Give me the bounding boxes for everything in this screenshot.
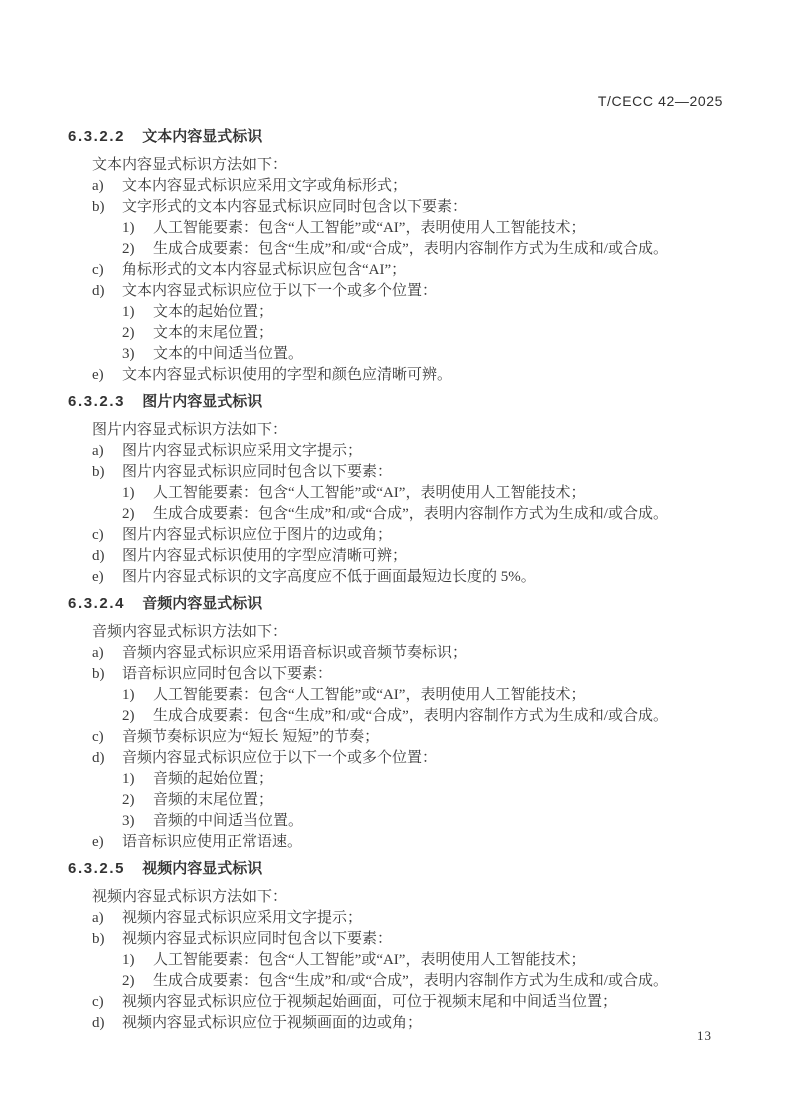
- sub-list-item-text: 生成合成要素：包含“生成”和/或“合成”，表明内容制作方式为生成和/或合成。: [153, 708, 668, 724]
- sub-list-item-text: 生成合成要素：包含“生成”和/或“合成”，表明内容制作方式为生成和/或合成。: [153, 973, 668, 989]
- list-item: [68, 929, 726, 992]
- sub-list-item: [122, 239, 726, 260]
- list-item-label: c): [92, 729, 104, 745]
- sub-list-item-label: 1): [122, 304, 135, 320]
- section-intro: 文本内容显式标识方法如下：: [92, 157, 288, 173]
- sub-list-item-text: 人工智能要素：包含“人工智能”或“AI”，表明使用人工智能技术；: [153, 687, 586, 703]
- list-item-label: a): [92, 645, 104, 661]
- section-number: 6.3.2.5: [68, 860, 126, 877]
- section-heading: [68, 593, 726, 614]
- list-item-text: 文本内容显式标识应采用文字或角标形式；: [122, 178, 408, 194]
- running-header: [68, 91, 723, 112]
- list-item: [68, 992, 726, 1013]
- list-item: [68, 441, 726, 462]
- section-item-list: [68, 441, 726, 588]
- sub-item-list: [122, 950, 726, 992]
- list-item: [68, 727, 726, 748]
- list-item: [68, 748, 726, 832]
- list-item-text: 文字形式的文本内容显式标识应同时包含以下要素：: [122, 199, 468, 215]
- list-item-text: 文本内容显式标识使用的字型和颜色应清晰可辨。: [122, 367, 453, 383]
- page-number: 13: [697, 1028, 712, 1043]
- sub-list-item-label: 2): [122, 325, 135, 341]
- sub-list-item: [122, 302, 726, 323]
- list-item: [68, 546, 726, 567]
- sub-list-item-label: 3): [122, 346, 135, 362]
- section-heading: [68, 858, 726, 879]
- list-item: [68, 525, 726, 546]
- sub-list-item-text: 文本的中间适当位置。: [153, 346, 304, 362]
- list-item-label: e): [92, 834, 104, 850]
- sub-list-item-text: 生成合成要素：包含“生成”和/或“合成”，表明内容制作方式为生成和/或合成。: [153, 241, 668, 257]
- list-item-text: 图片内容显式标识应同时包含以下要素：: [122, 464, 393, 480]
- sub-item-list: [122, 685, 726, 727]
- sub-list-item-label: 2): [122, 973, 135, 989]
- standard-number: T/CECC 42—2025: [597, 93, 723, 109]
- sub-list-item: [122, 685, 726, 706]
- list-item-label: b): [92, 666, 105, 682]
- list-item-label: b): [92, 199, 105, 215]
- list-item: [68, 567, 726, 588]
- sub-item-list: [122, 769, 726, 832]
- list-item-text: 视频内容显式标识应位于视频起始画面，可位于视频末尾和中间适当位置；: [122, 994, 618, 1010]
- sub-list-item: [122, 483, 726, 504]
- section-number: 6.3.2.4: [68, 595, 126, 612]
- section-title: 图片内容显式标识: [142, 393, 263, 410]
- sub-list-item-text: 人工智能要素：包含“人工智能”或“AI”，表明使用人工智能技术；: [153, 952, 586, 968]
- list-item-label: c): [92, 262, 104, 278]
- sub-list-item-text: 音频的起始位置；: [153, 771, 274, 787]
- sub-list-item-text: 生成合成要素：包含“生成”和/或“合成”，表明内容制作方式为生成和/或合成。: [153, 506, 668, 522]
- sub-list-item-label: 3): [122, 813, 135, 829]
- list-item-text: 视频内容显式标识应位于视频画面的边或角；: [122, 1015, 423, 1031]
- sub-list-item-label: 1): [122, 687, 135, 703]
- list-item-text: 文本内容显式标识应位于以下一个或多个位置：: [122, 283, 438, 299]
- list-item: [68, 1013, 726, 1034]
- list-item-label: a): [92, 443, 104, 459]
- sub-list-item: [122, 323, 726, 344]
- list-item-label: a): [92, 178, 104, 194]
- section-title: 音频内容显式标识: [142, 595, 263, 612]
- sub-item-list: [122, 483, 726, 525]
- section-intro: 音频内容显式标识方法如下：: [92, 624, 288, 640]
- list-item-text: 语音标识应使用正常语速。: [122, 834, 303, 850]
- list-item-text: 音频内容显式标识应采用语音标识或音频节奏标识；: [122, 645, 468, 661]
- list-item-text: 语音标识应同时包含以下要素：: [122, 666, 333, 682]
- section-item-list: [68, 176, 726, 386]
- section-intro: 图片内容显式标识方法如下：: [92, 422, 288, 438]
- sub-list-item: [122, 344, 726, 365]
- list-item-label: d): [92, 548, 105, 564]
- list-item: [68, 664, 726, 727]
- list-item-text: 视频内容显式标识应同时包含以下要素：: [122, 931, 393, 947]
- list-item-label: c): [92, 527, 104, 543]
- sub-list-item: [122, 790, 726, 811]
- list-item-label: c): [92, 994, 104, 1010]
- list-item-label: d): [92, 750, 105, 766]
- list-item: [68, 260, 726, 281]
- sub-list-item-text: 音频的末尾位置；: [153, 792, 274, 808]
- list-item-label: e): [92, 367, 104, 383]
- section-number: 6.3.2.3: [68, 393, 126, 410]
- list-item: [68, 176, 726, 197]
- section: [68, 126, 726, 386]
- list-item: [68, 643, 726, 664]
- section-item-list: [68, 908, 726, 1034]
- list-item: [68, 197, 726, 260]
- list-item-label: a): [92, 910, 104, 926]
- sub-list-item: [122, 950, 726, 971]
- list-item-label: b): [92, 464, 105, 480]
- list-item: [68, 462, 726, 525]
- sub-list-item-label: 2): [122, 241, 135, 257]
- sub-list-item-label: 2): [122, 708, 135, 724]
- list-item-text: 图片内容显式标识使用的字型应清晰可辨；: [122, 548, 408, 564]
- sub-list-item: [122, 706, 726, 727]
- list-item-label: d): [92, 283, 105, 299]
- section: [68, 593, 726, 853]
- sub-list-item: [122, 971, 726, 992]
- list-item-text: 视频内容显式标识应采用文字提示；: [122, 910, 363, 926]
- section-item-list: [68, 643, 726, 853]
- sub-list-item-text: 文本的起始位置；: [153, 304, 274, 320]
- list-item-text: 图片内容显式标识的文字高度应不低于画面最短边长度的 5%。: [122, 569, 536, 585]
- sub-list-item-label: 1): [122, 952, 135, 968]
- sub-list-item-label: 1): [122, 771, 135, 787]
- list-item: [68, 908, 726, 929]
- sub-list-item-label: 1): [122, 220, 135, 236]
- list-item-text: 图片内容显式标识应位于图片的边或角；: [122, 527, 393, 543]
- section-heading: [68, 126, 726, 147]
- section-title: 文本内容显式标识: [142, 128, 263, 145]
- list-item: [68, 281, 726, 365]
- sub-list-item-text: 音频的中间适当位置。: [153, 813, 304, 829]
- section: [68, 858, 726, 1034]
- sub-item-list: [122, 302, 726, 365]
- sub-item-list: [122, 218, 726, 260]
- list-item-label: d): [92, 1015, 105, 1031]
- sub-list-item-label: 2): [122, 792, 135, 808]
- list-item-text: 音频内容显式标识应位于以下一个或多个位置：: [122, 750, 438, 766]
- sub-list-item-label: 1): [122, 485, 135, 501]
- sub-list-item: [122, 218, 726, 239]
- sub-list-item: [122, 504, 726, 525]
- list-item: [68, 365, 726, 386]
- document-body: [68, 126, 726, 1034]
- section-title: 视频内容显式标识: [142, 860, 263, 877]
- section: [68, 391, 726, 588]
- sub-list-item-text: 文本的末尾位置；: [153, 325, 274, 341]
- sub-list-item: [122, 811, 726, 832]
- list-item-text: 音频节奏标识应为“短长 短短”的节奏；: [122, 729, 380, 745]
- list-item: [68, 832, 726, 853]
- sub-list-item: [122, 769, 726, 790]
- section-number: 6.3.2.2: [68, 128, 126, 145]
- list-item-label: e): [92, 569, 104, 585]
- list-item-text: 图片内容显式标识应采用文字提示；: [122, 443, 363, 459]
- sub-list-item-text: 人工智能要素：包含“人工智能”或“AI”，表明使用人工智能技术；: [153, 485, 586, 501]
- section-heading: [68, 391, 726, 412]
- sub-list-item-text: 人工智能要素：包含“人工智能”或“AI”，表明使用人工智能技术；: [153, 220, 586, 236]
- sub-list-item-label: 2): [122, 506, 135, 522]
- list-item-text: 角标形式的文本内容显式标识应包含“AI”；: [122, 262, 407, 278]
- section-intro: 视频内容显式标识方法如下：: [92, 889, 288, 905]
- list-item-label: b): [92, 931, 105, 947]
